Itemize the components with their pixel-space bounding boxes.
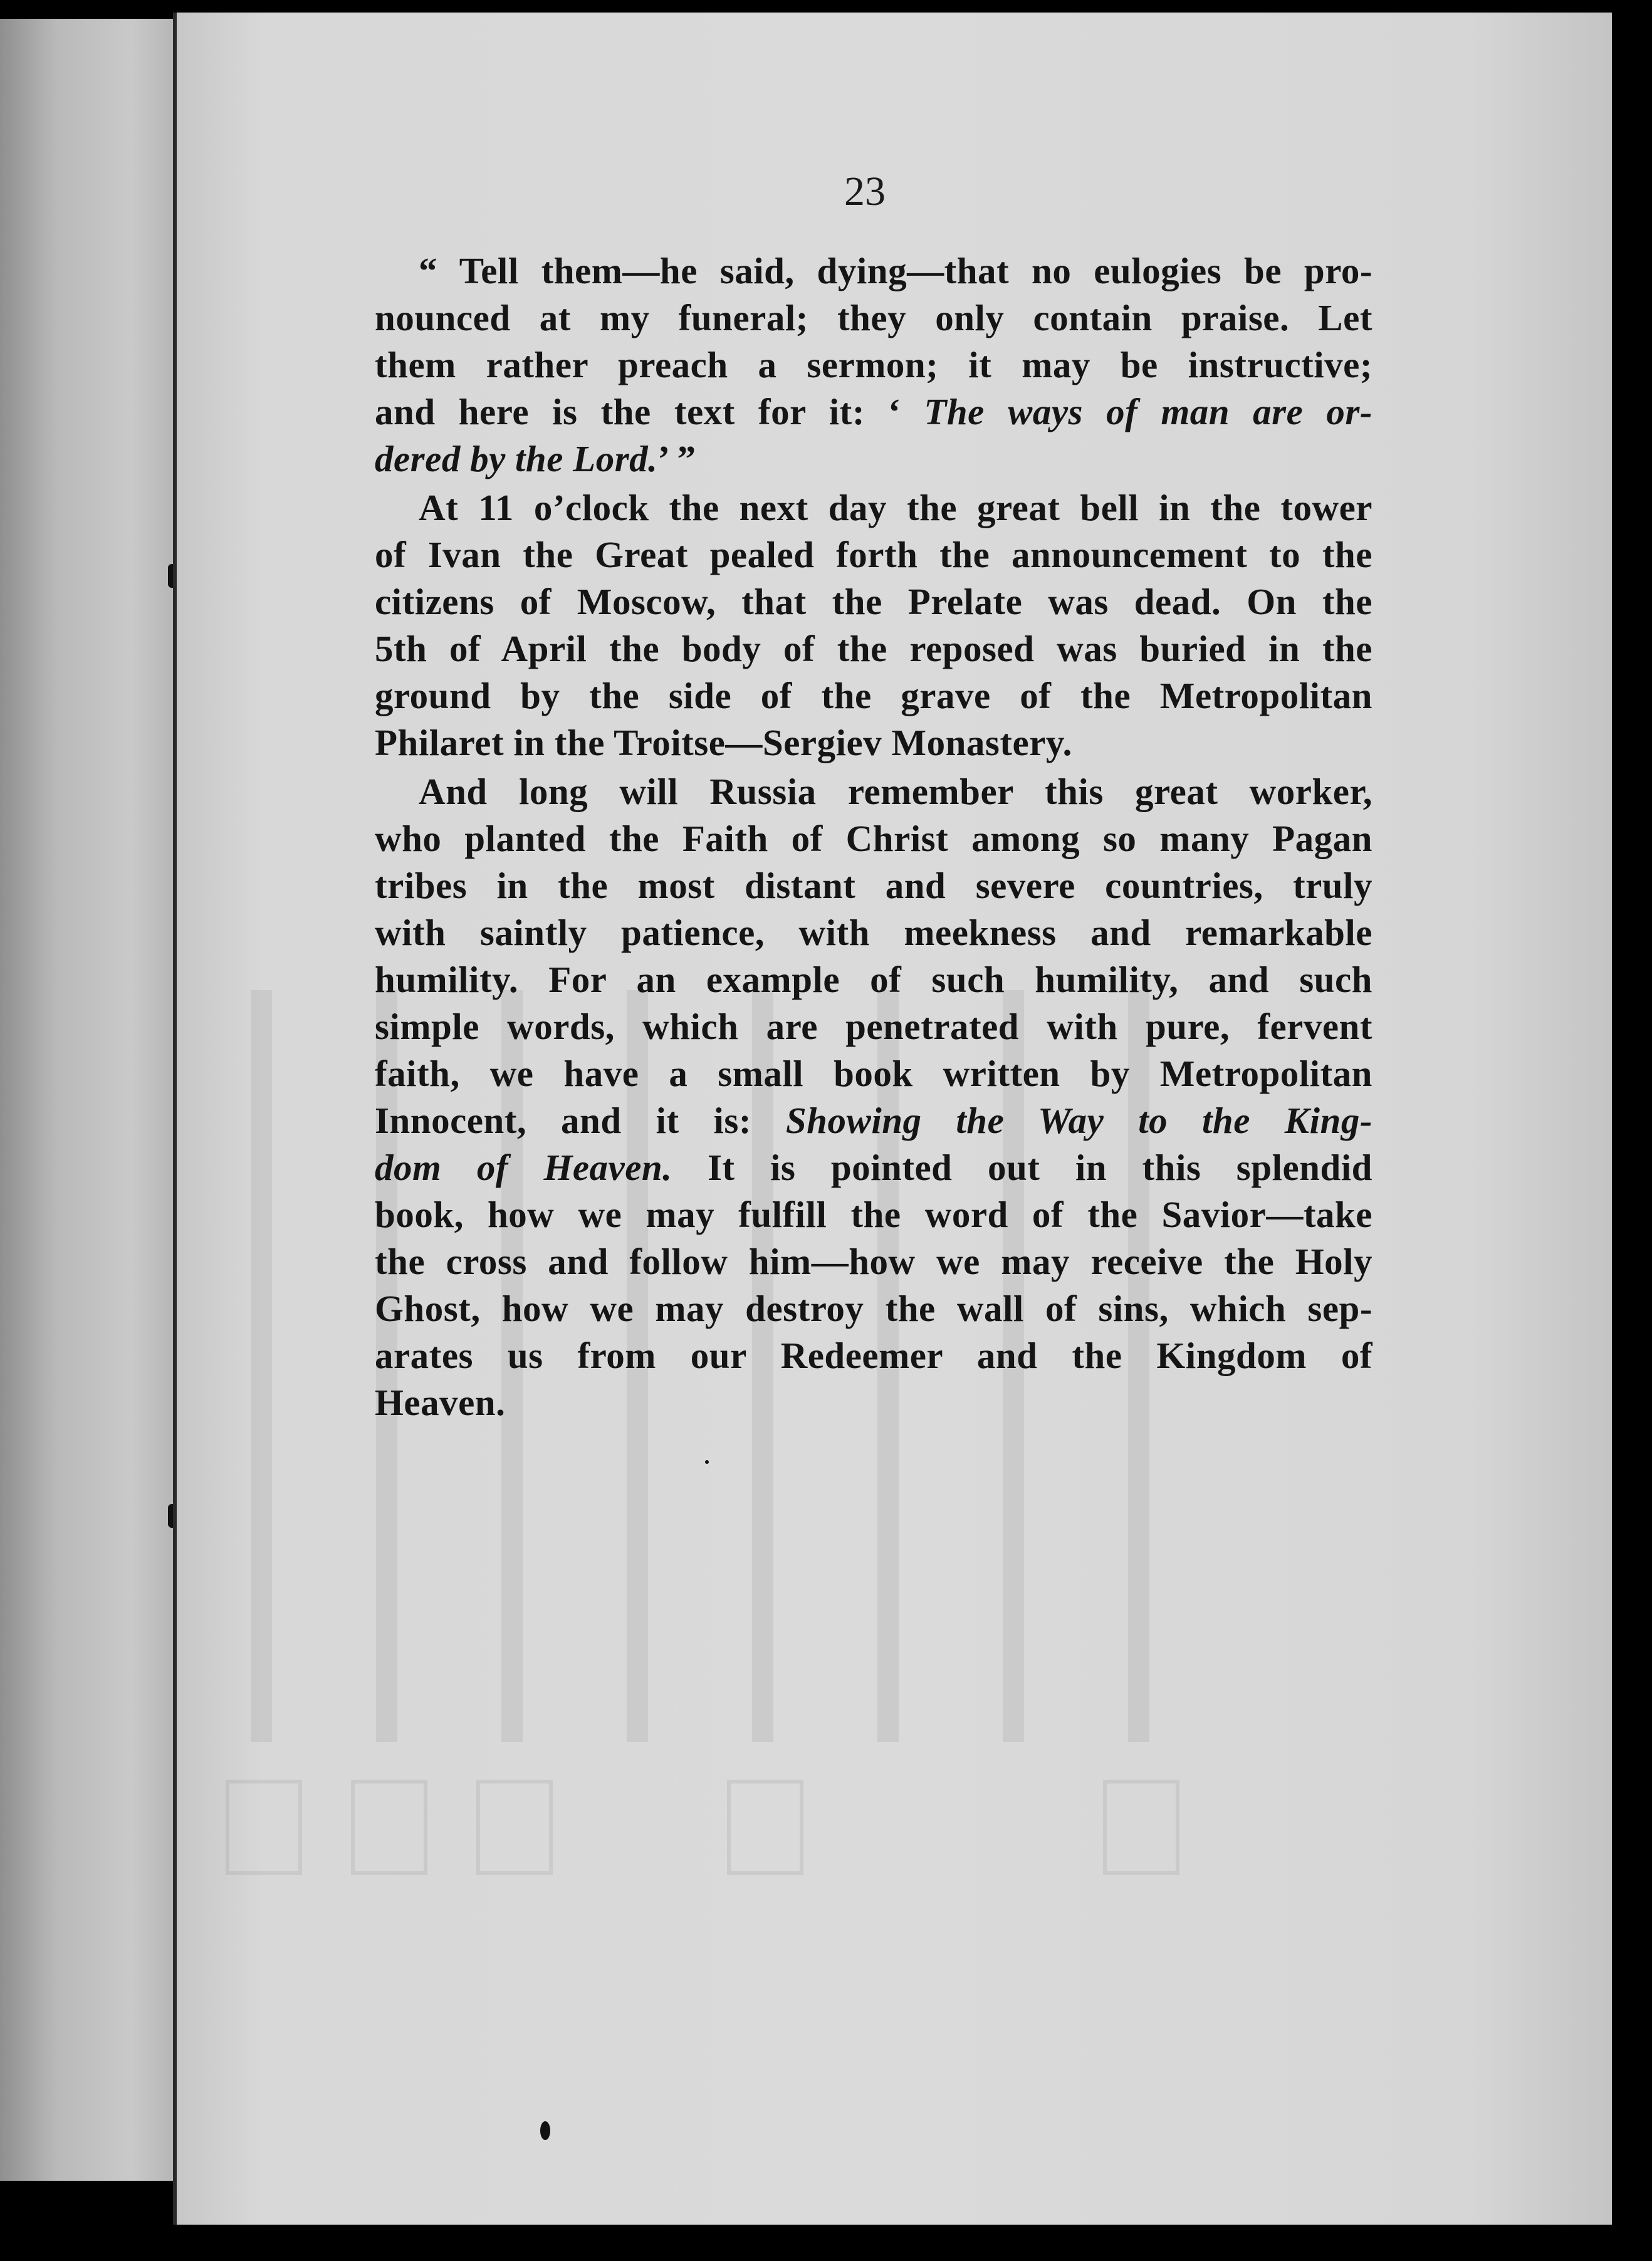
text-line (375, 531, 1372, 578)
text-line (375, 295, 1372, 342)
text-segment: And long will Russia remember this great worker, (419, 771, 1372, 812)
text-line (375, 248, 1372, 295)
text-line (375, 1332, 1372, 1379)
text-segment: At 11 o’clock the next day the great bell in the tower (419, 487, 1372, 528)
text-segment: ’ ” (657, 438, 696, 479)
text-line (375, 1379, 1372, 1426)
text-segment: simple words, which are penetrated with pure, fervent (375, 1006, 1372, 1047)
text-segment: nounced at my funeral; they only contain praise. Let (375, 297, 1372, 338)
text-line (375, 1238, 1372, 1285)
paragraph (375, 248, 1372, 483)
text-segment: Ghost, how we may destroy the wall of sins, which sep- (375, 1288, 1372, 1329)
text-segment: book, how we may fulfill the word of the Savior—take (375, 1194, 1372, 1235)
italic-text: dered by the Lord. (375, 438, 658, 479)
italic-text: dom of Heaven. (375, 1147, 672, 1188)
text-segment: citizens of Moscow, that the Prelate was dead. On the (375, 581, 1372, 622)
text-segment: arates us from our Redeemer and the Kingdom of (375, 1335, 1372, 1376)
text-line (375, 484, 1372, 531)
text-segment: with saintly patience, with meekness and remarkable (375, 912, 1372, 953)
text-segment: humility. For an example of such humility, and such (375, 959, 1372, 1000)
left-page-edge (0, 19, 192, 2181)
text-line (375, 1191, 1372, 1238)
text-segment: of Ivan the Great pealed forth the announcement to the (375, 534, 1372, 575)
text-segment: Philaret in the Troitse—Sergiev Monastery. (375, 722, 1072, 763)
ink-speck (705, 1460, 709, 1464)
text-line (375, 342, 1372, 389)
text-line (375, 1097, 1372, 1144)
text-line (375, 1144, 1372, 1191)
text-segment: “ Tell them—he said, dying—that no eulogies be pro- (419, 250, 1372, 291)
text-segment: It is pointed out in this splendid (672, 1147, 1372, 1188)
text-line (375, 909, 1372, 956)
text-line (375, 1050, 1372, 1097)
text-line (375, 389, 1372, 436)
text-line (375, 625, 1372, 672)
text-line (375, 815, 1372, 862)
text-segment: 5th of April the body of the reposed was buried in the (375, 628, 1372, 669)
text-line (375, 862, 1372, 909)
text-line (375, 956, 1372, 1003)
text-line (375, 768, 1372, 815)
text-segment: Heaven. (375, 1382, 506, 1423)
body-text (375, 248, 1372, 1428)
text-segment: ground by the side of the grave of the Metropolitan (375, 675, 1372, 716)
text-segment: and here is the text for it: ‘ (375, 391, 924, 432)
text-line (375, 719, 1372, 766)
text-segment: them rather preach a sermon; it may be instructive; (375, 344, 1372, 385)
text-line (375, 1003, 1372, 1050)
ink-speck (540, 2121, 550, 2140)
text-line (375, 578, 1372, 625)
text-segment: Innocent, and it is: (375, 1100, 786, 1141)
paragraph (375, 768, 1372, 1426)
text-segment: who planted the Faith of Christ among so many Pagan (375, 818, 1372, 859)
text-segment: faith, we have a small book written by Metropolitan (375, 1053, 1372, 1094)
italic-text: The ways of man are or- (924, 391, 1372, 432)
text-line (375, 672, 1372, 719)
paragraph (375, 484, 1372, 766)
text-segment: the cross and follow him—how we may receive the Holy (375, 1241, 1372, 1282)
page-number: 23 (844, 169, 886, 214)
text-line (375, 436, 1372, 483)
italic-text: Showing the Way to the King- (785, 1100, 1372, 1141)
text-line (375, 1285, 1372, 1332)
text-segment: tribes in the most distant and severe countries, truly (375, 865, 1372, 906)
